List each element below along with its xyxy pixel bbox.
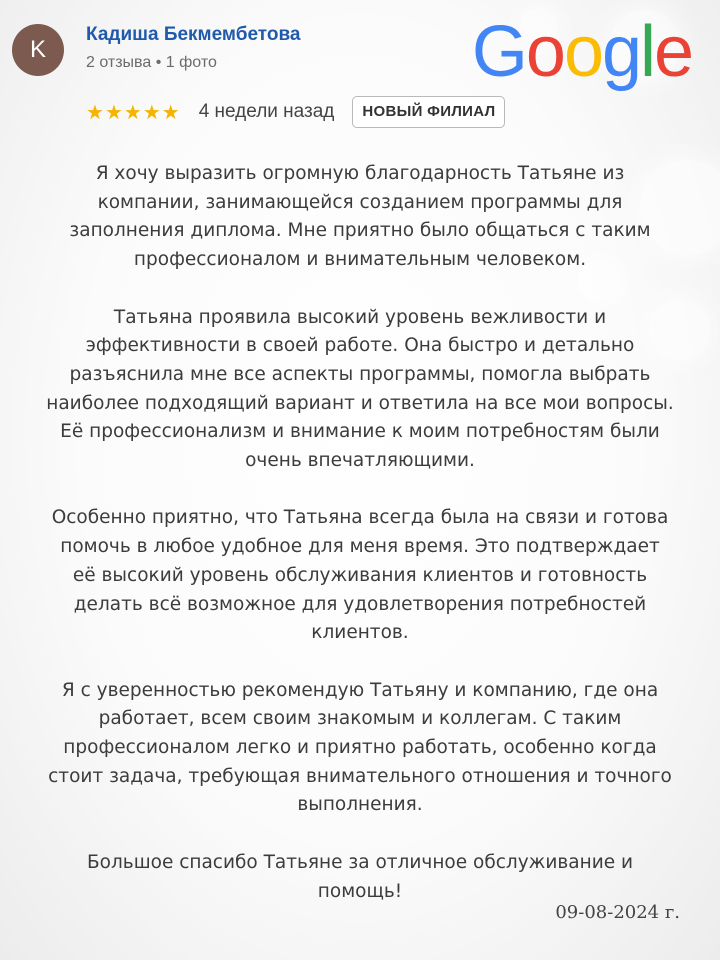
review-line: Большое спасибо Татьяне за отличное обслуживание и: [86, 851, 634, 873]
review-line: компании, занимающейся созданием программы для: [97, 191, 623, 213]
review-paragraph: [28, 504, 692, 648]
google-logo: [472, 2, 692, 94]
review-line: эффективности в своей работе. Она быстро и детально: [85, 335, 635, 357]
review-paragraph: [28, 677, 692, 821]
review-line: очень впечатляющими.: [245, 450, 475, 472]
review-header: [0, 0, 720, 140]
review-line: стоит задача, требующая внимательного отношения и точного: [48, 765, 672, 787]
reviewer-name[interactable]: Кадиша Бекмембетова: [86, 24, 301, 45]
review-line: помочь в любое удобное для меня время. Это подтверждает: [60, 536, 660, 558]
new-branch-badge: НОВЫЙ ФИЛИАЛ: [352, 96, 505, 128]
review-line: Я с уверенностью рекомендую Татьяну и компанию, где она: [61, 679, 659, 701]
review-line: клиентов.: [311, 622, 409, 644]
review-paragraph: [28, 304, 692, 476]
review-line: Особенно приятно, что Татьяна всегда была на связи и готова: [51, 507, 669, 529]
review-line: разъяснила мне все аспекты программы, помогла выбрать: [69, 363, 651, 385]
star-icon: ★: [86, 100, 104, 124]
star-icon: ★: [161, 100, 180, 124]
review-line: её высокий уровень обслуживания клиентов и готовность: [72, 564, 648, 586]
reviewer-meta: 2 отзыва • 1 фото: [86, 54, 217, 71]
review-line: Я хочу выразить огромную благодарность Татьяне из: [95, 163, 625, 184]
rating-row: [86, 95, 505, 129]
review-line: Татьяна проявила высокий уровень вежливости и: [113, 306, 607, 328]
star-icon: ★: [104, 100, 123, 124]
review-date: 4 недели назад: [198, 101, 335, 122]
avatar[interactable]: K: [12, 24, 64, 76]
review-line: профессионалом легко и приятно работать, особенно когда: [63, 737, 657, 759]
review-line: заполнения диплома. Мне приятно было общаться с таким: [69, 220, 651, 242]
star-icon: ★: [123, 100, 142, 124]
review-line: делать всё возможное для удовлетворения потребностей: [73, 593, 647, 615]
review-line: Её профессионализм и внимание к моим потребностям были: [60, 421, 660, 443]
review-line: профессионалом и внимательным человеком.: [133, 249, 587, 271]
review-paragraph: [28, 849, 692, 906]
review-line: помощь!: [317, 880, 403, 902]
review-line: выполнения.: [297, 794, 423, 816]
review-paragraph: [28, 160, 692, 275]
star-icon: ★: [142, 100, 161, 124]
review-text: [28, 160, 692, 906]
review-line: наиболее подходящий вариант и ответила на все мои вопросы.: [46, 392, 674, 414]
review-line: работает, всем своим знакомым и коллегам. С таким: [98, 708, 622, 730]
review-post-date: 09-08-2024 г.: [555, 902, 680, 923]
star-rating: [86, 95, 181, 129]
svg-text:Google: Google: [472, 12, 692, 92]
